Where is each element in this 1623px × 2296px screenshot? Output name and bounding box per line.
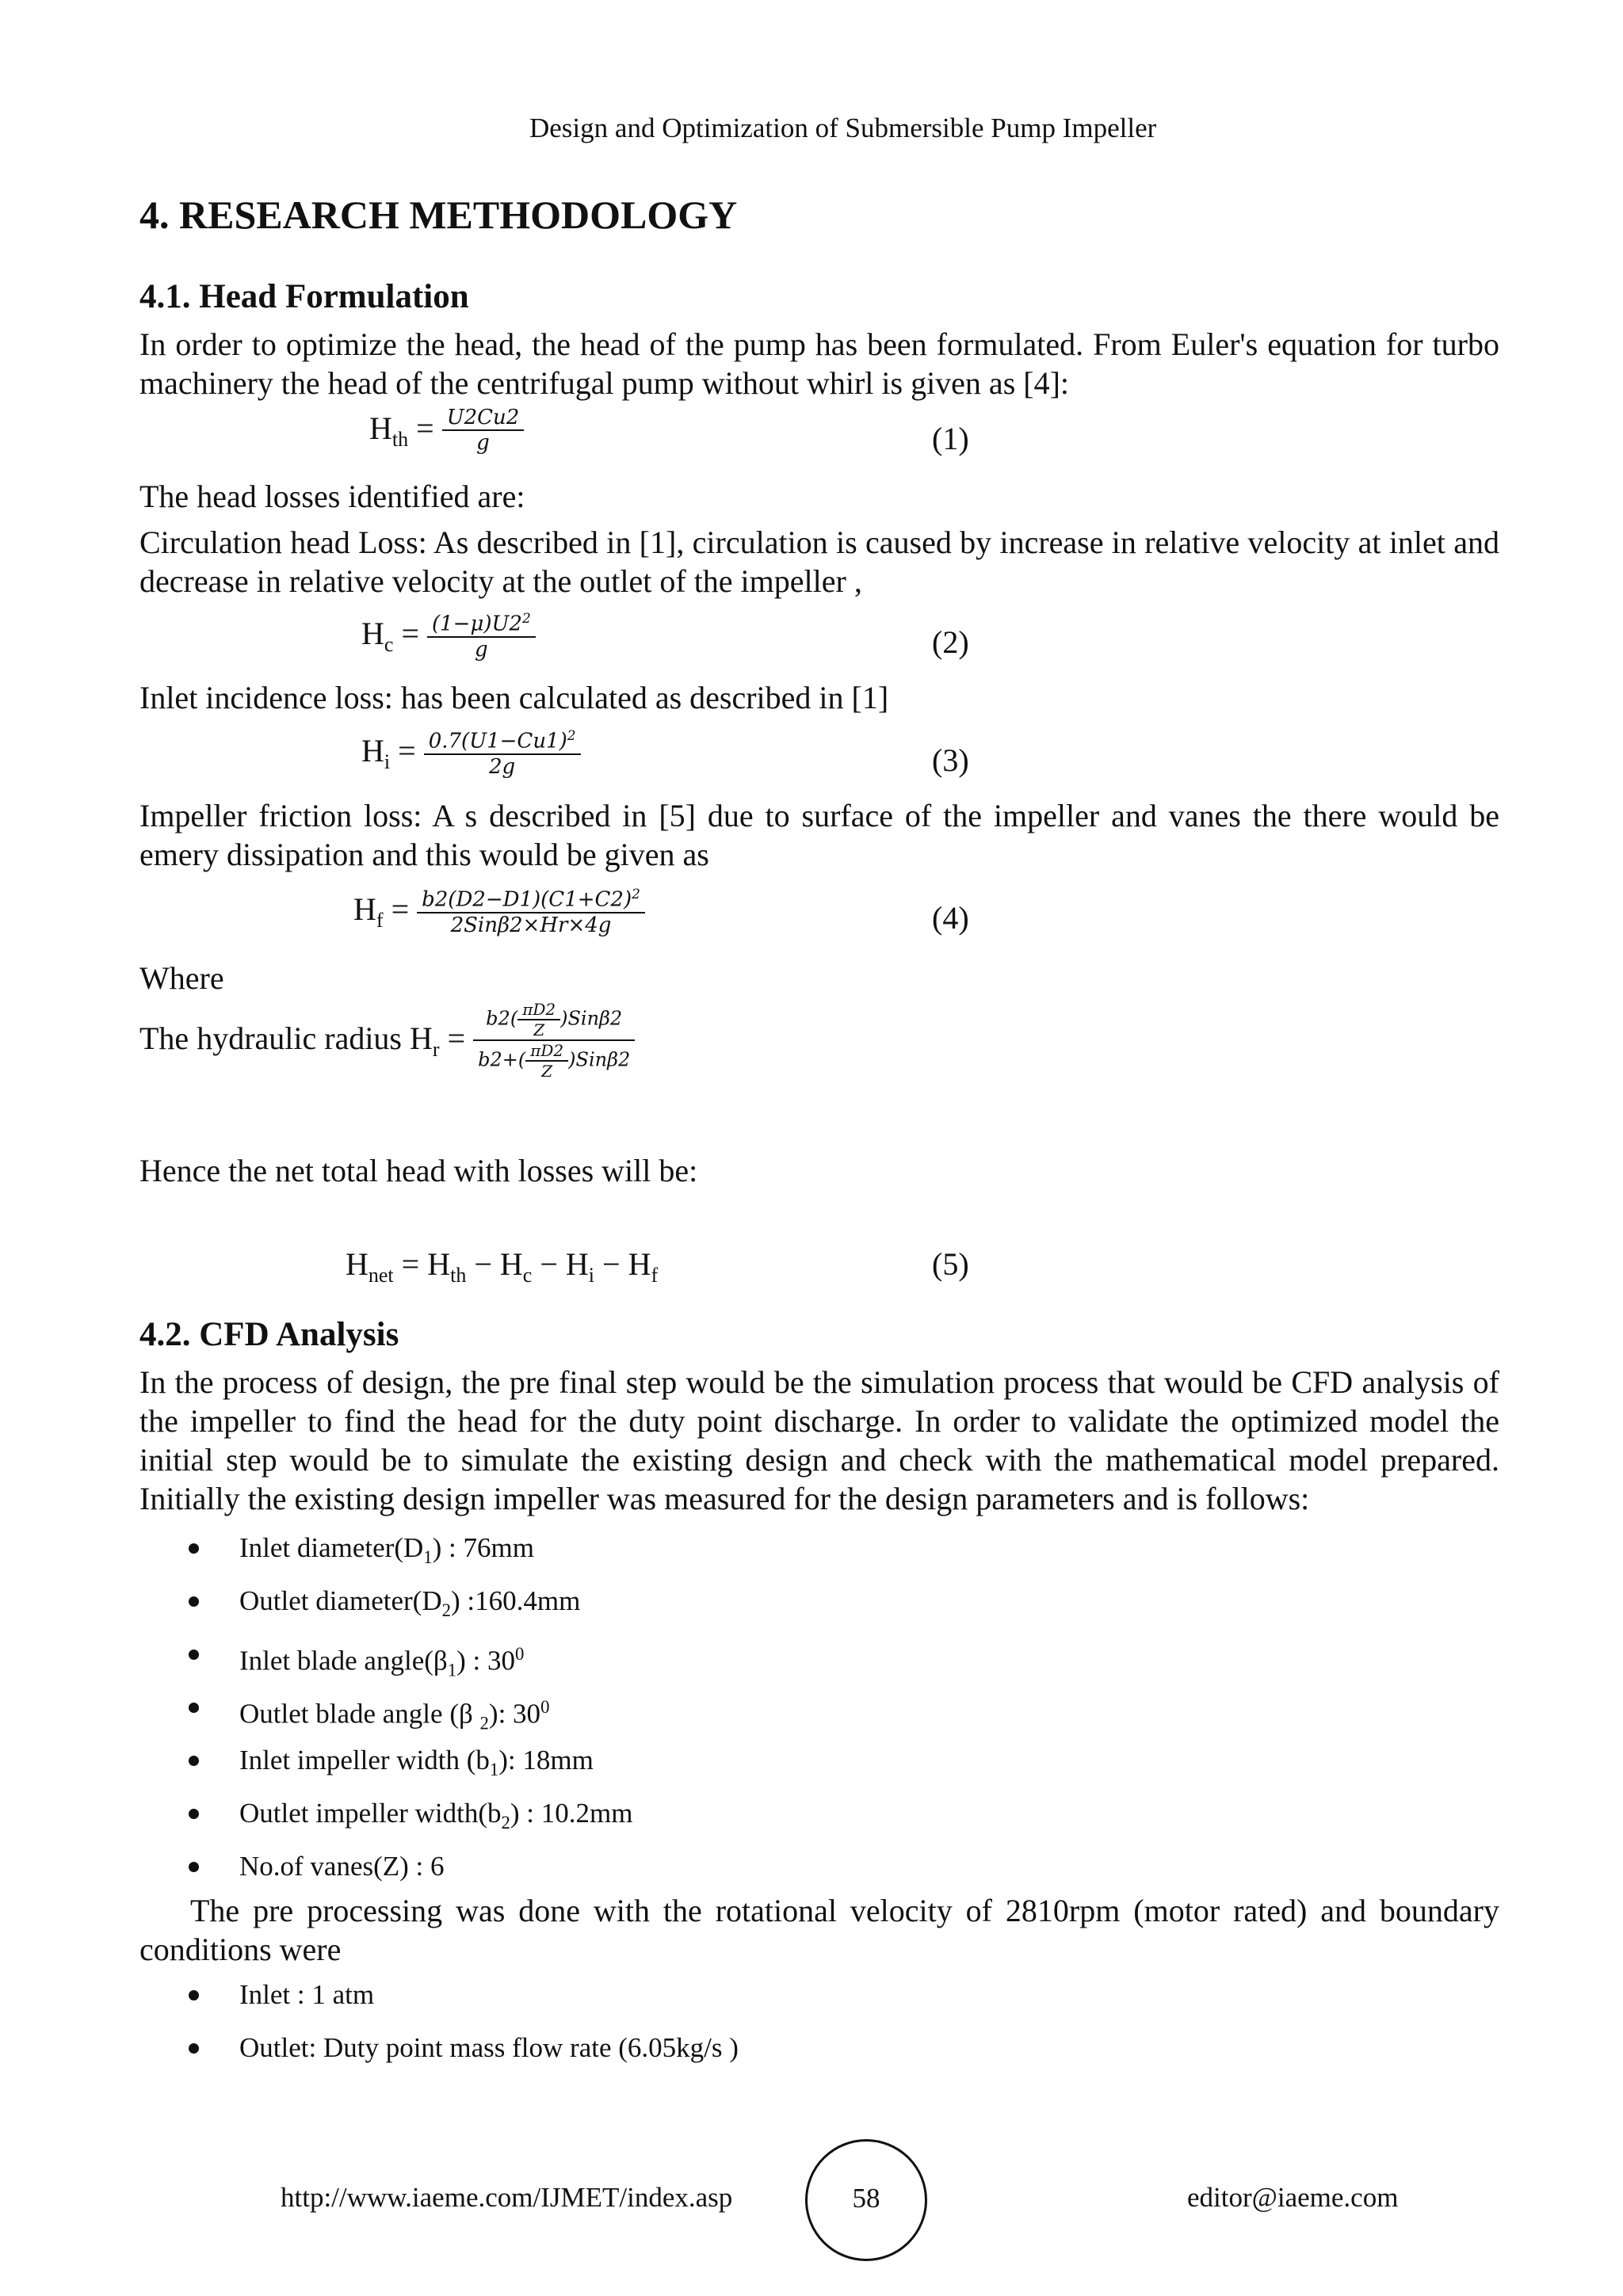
hydraulic-radius-equation: The hydraulic radius $H_r$ = b2( $\frac{\pi D2}{Z}$ )Sinβ2 b2+( $\frac{\pi D2}{Z}$ )Sinβ2 bbox=[139, 1000, 635, 1081]
list-item: Inlet $diameter(D_1)$ : 76mm bbox=[184, 1532, 632, 1585]
equation-number: (2) bbox=[932, 624, 969, 660]
where-label: Where bbox=[139, 960, 224, 996]
list-item: Outlet blade angle (β $_2$): $30^0$ bbox=[184, 1691, 632, 1745]
subsection-heading-cfd-analysis: 4.2. CFD Analysis bbox=[139, 1316, 399, 1353]
page-number-badge bbox=[805, 2139, 927, 2261]
losses-intro: The head losses identified are: bbox=[139, 479, 525, 514]
bullet-icon bbox=[189, 1990, 199, 2000]
equation-number: (4) bbox=[932, 900, 969, 936]
running-header: Design and Optimization of Submersible Pump Impeller bbox=[529, 113, 1157, 143]
bullet-icon bbox=[189, 1703, 199, 1713]
bullet-icon bbox=[189, 1756, 199, 1766]
page-number: 58 bbox=[852, 2183, 880, 2214]
circulation-loss-paragraph: Circulation head Loss: As described in [1], circulation is caused by increase in relative velocity at inlet and decrease in relative velocity at the outlet of the impeller , bbox=[139, 524, 1499, 599]
equation-number: (3) bbox=[932, 742, 969, 778]
equation-number: (5) bbox=[932, 1246, 969, 1282]
bullet-icon bbox=[189, 1650, 199, 1660]
preprocessing-paragraph: The pre processing was done with the rotational velocity of 2810rpm (motor rated) and boundary conditions were bbox=[139, 1893, 1499, 1967]
design-parameters-list bbox=[184, 1532, 632, 1904]
cfd-intro-paragraph: In the process of design, the pre final step would be the simulation process that would be CFD analysis of the impeller to find the head for the duty point discharge. In order to validate the optimized model the initial step would be to simulate the existing design and check with the mathematical model prepared. Initially the existing design impeller was measured for the design parameters and is follows: bbox=[139, 1364, 1499, 1516]
bullet-icon bbox=[189, 1809, 199, 1819]
footer-email-link[interactable]: editor@iaeme.com bbox=[1187, 2182, 1399, 2213]
list-item: Inlet impeller width $(b_1)$: 18mm bbox=[184, 1745, 632, 1798]
list-item: No.of vanes(Z) : 6 bbox=[184, 1851, 632, 1904]
equation-number: (1) bbox=[932, 421, 969, 456]
list-item: Inlet blade $angle(\beta_1)$ : $30^0$ bbox=[184, 1638, 632, 1691]
section-heading: 4. RESEARCH METHODOLOGY bbox=[139, 193, 738, 237]
bullet-icon bbox=[189, 1543, 199, 1554]
equation-1: $H_{th}$ = $\frac{U2Cu2}{g}$ bbox=[369, 406, 524, 455]
intro-paragraph: In order to optimize the head, the head of the pump has been formulated. From Euler's equation for turbo machinery the head of the centrifugal pump without whirl is given as [4]: bbox=[139, 326, 1499, 401]
incidence-loss-paragraph: Inlet incidence loss: has been calculated as described in [1] bbox=[139, 680, 889, 715]
list-item: Outlet: Duty point mass flow rate (6.05kg/s ) bbox=[184, 2032, 739, 2085]
boundary-conditions-list bbox=[184, 1979, 739, 2085]
equation-4: $H_f$ = $\frac{b2(D2-D1)(C1+C2)^2}{\text{2Sinβ2×Hr×4g}}$ bbox=[353, 886, 645, 937]
list-item: Outlet $diameter(D_2)$ :160.4mm bbox=[184, 1585, 632, 1638]
list-item: Inlet : 1 atm bbox=[184, 1979, 739, 2032]
bullet-icon bbox=[189, 1862, 199, 1872]
footer-url-link[interactable]: http://www.iaeme.com/IJMET/index.asp bbox=[281, 2182, 733, 2213]
equation-2: $H_c$ = $\frac{(1-\mu)U2^2}{g}$ bbox=[361, 610, 536, 662]
list-item: Outlet impeller $width(b_2)$ : 10.2mm bbox=[184, 1798, 632, 1851]
equation-3: $H_i$ = $\frac{0.7(U1-Cu1)^2}{2g}$ bbox=[361, 727, 581, 779]
friction-loss-paragraph: Impeller friction loss: A s described in [5] due to surface of the impeller and vanes the there would be emery dissipation and this would be given as bbox=[139, 798, 1499, 872]
bullet-icon bbox=[189, 2043, 199, 2054]
net-head-intro: Hence the net total head with losses will be: bbox=[139, 1153, 698, 1188]
equation-5: $H_{net} = H_{th} - H_c - H_i - H_f$ bbox=[346, 1246, 659, 1287]
bullet-icon bbox=[189, 1596, 199, 1607]
subsection-heading-head-formulation: 4.1. Head Formulation bbox=[139, 278, 469, 315]
